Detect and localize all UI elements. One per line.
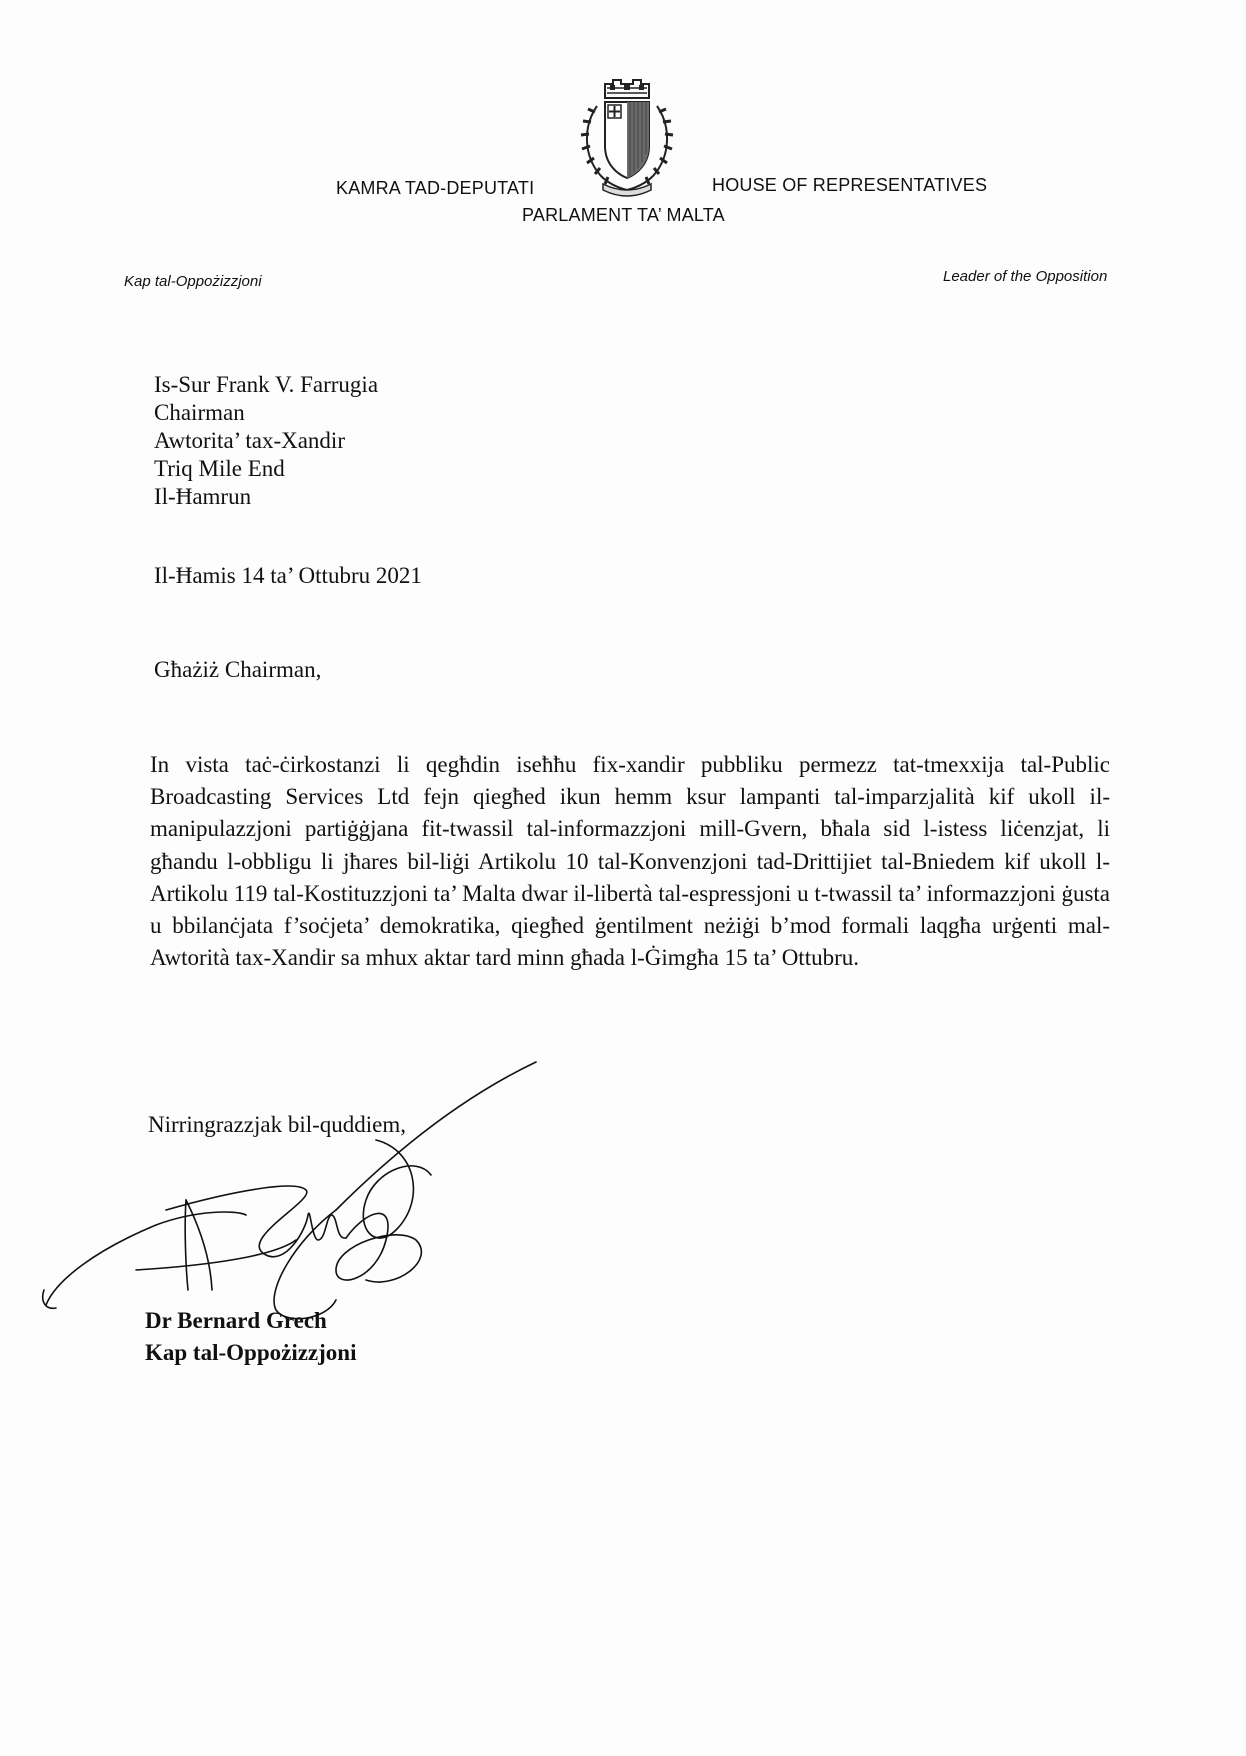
- recipient-line: Chairman: [154, 400, 245, 425]
- handwritten-signature: [36, 1040, 596, 1330]
- malta-coat-of-arms-icon: [575, 76, 679, 198]
- letterhead-left-label: KAMRA TAD-DEPUTATI: [336, 178, 535, 198]
- recipient-address: [154, 371, 378, 511]
- sender-role-maltese: Kap tal-Oppożizzjoni: [124, 273, 262, 290]
- salutation: Għażiż Chairman,: [154, 657, 322, 682]
- signatory-name: Dr Bernard Grech: [145, 1308, 327, 1333]
- recipient-line: Triq Mile End: [154, 456, 285, 481]
- signatory-title: Kap tal-Oppożizzjoni: [145, 1340, 357, 1365]
- recipient-line: Awtorita’ tax-Xandir: [154, 428, 345, 453]
- letterhead-right-label: HOUSE OF REPRESENTATIVES: [712, 175, 988, 195]
- letter-date: Il-Ħamis 14 ta’ Ottubru 2021: [154, 563, 422, 588]
- recipient-line: Is-Sur Frank V. Farrugia: [154, 372, 379, 397]
- sender-role-english: Leader of the Opposition: [943, 268, 1108, 285]
- closing-line: Nirringrazzjak bil-quddiem,: [148, 1112, 407, 1137]
- letterhead-center-label: PARLAMENT TA’ MALTA: [522, 205, 725, 225]
- body-paragraph: In vista taċ-ċirkostanzi li qegħdin iseħħu fix-xandir pubbliku permezz tat-tmexxija tal-Public Broadcasting Services Ltd fejn qiegħed ikun hemm ksur lampanti tal-imparzjalità kif ukoll il-manipulazzjoni partiġġjana fit-twassil tal-informazzjoni mill-Gvern, bħala sid l-istess liċenzjat, li għandu l-obbligu li jħares bil-liġi Artikolu 10 tal-Konvenzjoni tad-Drittijiet tal-Bniedem kif ukoll l-Artikolu 119 tal-Kostituzzjoni ta’ Malta dwar il-libertà tal-espressjoni u t-twassil ta’ informazzjoni ġusta u bbilanċjata f’soċjeta’ demokratika, qiegħed ġentilment neżiġi b’mod formali laqgħa urġenti mal-Awtorità tax-Xandir sa mhux aktar tard minn għada l-Ġimgħa 15 ta’ Ottubru.: [150, 752, 1110, 971]
- recipient-line: Il-Ħamrun: [154, 484, 252, 509]
